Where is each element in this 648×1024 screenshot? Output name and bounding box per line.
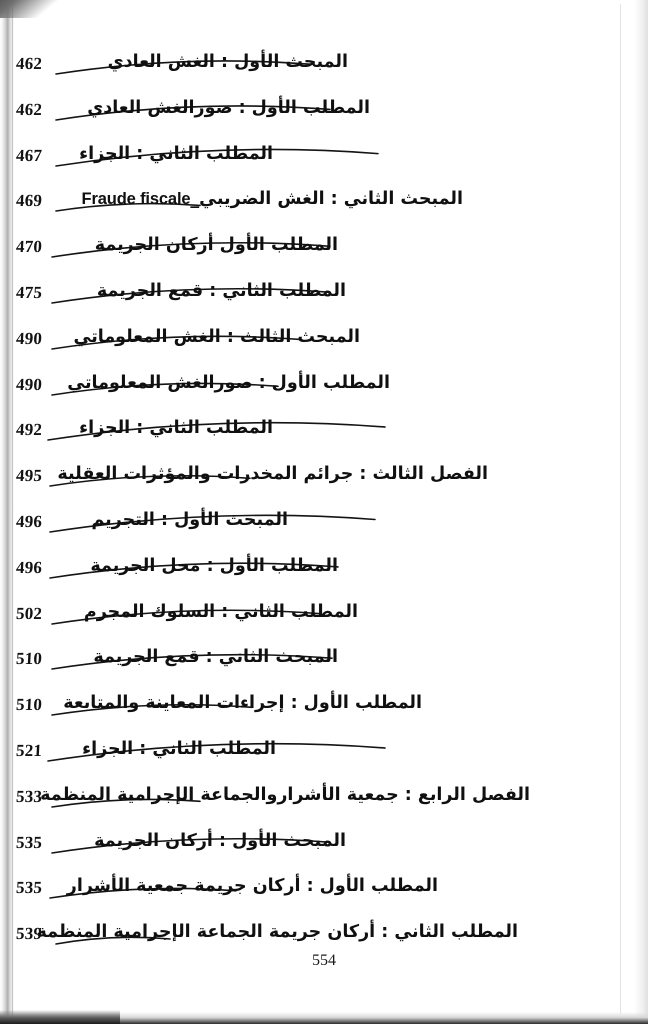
toc-entry-row[interactable] — [0, 550, 648, 596]
toc-page-number: 510 — [15, 649, 43, 669]
toc-entry-label — [93, 643, 338, 671]
toc-page-number: 462 — [15, 99, 43, 119]
toc-page-number: 475 — [15, 283, 43, 302]
toc-entry-label — [79, 414, 273, 442]
toc-entry-label — [97, 277, 346, 305]
toc-entry-label-arabic: المبحث الثاني : الغش الضريبي_ — [190, 189, 463, 210]
toc-entry-row[interactable] — [0, 229, 648, 275]
toc-entry-label — [82, 735, 276, 763]
toc-entry-label-arabic: الفصل الثالث : جرائم المخدرات والمؤثرات العقلية — [57, 464, 488, 485]
toc-entry-row[interactable] — [0, 825, 648, 871]
toc-entry-label — [57, 460, 488, 488]
toc-entry-label-arabic: المطلب الأول أركان الجريمة — [94, 235, 338, 256]
toc-entry-row[interactable] — [0, 641, 648, 687]
toc-entry-label-arabic: المطلب الثاني : الجزاء — [79, 143, 273, 164]
toc-page-number: 490 — [15, 328, 43, 348]
toc-page-number: 490 — [15, 374, 43, 394]
toc-entry-label — [63, 689, 422, 717]
toc-entry-row[interactable] — [0, 92, 648, 138]
toc-entry-row[interactable] — [0, 412, 648, 458]
toc-entry-label — [94, 827, 346, 855]
toc-page-number: 521 — [15, 741, 43, 760]
toc-entry-row[interactable] — [0, 687, 648, 733]
toc-page-number: 539 — [15, 924, 43, 944]
toc-entry-label — [87, 94, 370, 122]
toc-entry-row[interactable] — [0, 870, 648, 916]
toc-page-number: 462 — [15, 54, 43, 73]
toc-entry-label — [67, 872, 438, 900]
toc-entry-label-arabic: المبحث الأول : أركان الجريمة — [94, 830, 346, 851]
toc-entry-label — [79, 140, 273, 168]
toc-page-number: 510 — [15, 695, 43, 715]
toc-entry-row[interactable] — [0, 779, 648, 825]
toc-entry-label-arabic: الفصل الرابع : جمعية الأشراروالجماعة الإجرامية المنظمة — [40, 784, 530, 805]
toc-page-number: 470 — [15, 237, 43, 257]
toc-entry-label-arabic: المطلب الثاني : الجزاء — [79, 418, 273, 439]
toc-entry-label — [91, 506, 288, 534]
toc-page-number: 535 — [15, 832, 43, 852]
toc-entry-row[interactable] — [0, 504, 648, 550]
toc-entry-row[interactable] — [0, 46, 648, 92]
toc-entry-label-arabic: المبحث الأول : الغش العادي — [107, 52, 348, 72]
toc-entry-label — [84, 598, 358, 626]
toc-entry-label-arabic: المطلب الثاني : أركان جريمة الجماعة الإجرامية المنظمة — [36, 922, 518, 943]
toc-entry-label-arabic: المبحث الأول : التجريم — [91, 510, 288, 530]
toc-entry-label — [40, 781, 530, 809]
toc-entry-row[interactable] — [0, 275, 648, 321]
toc-entry-label-arabic: المطلب الأول : إجراءات المعاينة والمتابعة — [63, 693, 422, 714]
toc-entry-label — [36, 918, 518, 946]
toc-entry-row[interactable] — [0, 138, 648, 184]
toc-entry-row[interactable] — [0, 183, 648, 229]
toc-entry-label-arabic: المطلب الثاني : السلوك المجرم — [83, 601, 358, 622]
toc-page-number: 502 — [15, 603, 43, 623]
toc-entry-label — [67, 369, 390, 397]
toc-entry-label — [74, 323, 361, 351]
toc-entry-row[interactable] — [0, 733, 648, 779]
toc-entry-row[interactable] — [0, 321, 648, 367]
toc-entry-row[interactable] — [0, 458, 648, 504]
toc-page-number: 496 — [15, 512, 43, 531]
toc-entry-label-arabic: المبحث الثالث : الغش المعلوماتي — [73, 326, 360, 347]
toc-entry-label-arabic: المطلب الأول : محل الجريمة — [90, 555, 338, 576]
toc-entry-label-arabic: المطلب الثاني : قمع الجريمة — [96, 281, 346, 301]
toc-page-number: 469 — [15, 191, 43, 211]
toc-entry-label-arabic: المطلب الأول : أركان جريمة جمعية الأشرار — [66, 876, 438, 897]
toc-entry-row[interactable] — [0, 596, 648, 642]
toc-entry-label-arabic: المطلب الأول : صورالغش العادي — [87, 97, 370, 118]
toc-page-number: 467 — [15, 145, 43, 165]
toc-entry-row[interactable] — [0, 367, 648, 413]
toc-page-number: 535 — [15, 878, 43, 898]
page-folio-number: 554 — [312, 952, 336, 969]
toc-page-number: 495 — [15, 466, 43, 486]
toc-entry-label-arabic: المطلب الأول : صورالغش المعلوماتي — [67, 372, 390, 393]
toc-entry-label — [82, 185, 463, 213]
toc-entry-label — [95, 231, 338, 259]
toc-entry-label — [108, 48, 348, 76]
toc-entry-label-latin: Fraude fiscale — [81, 190, 191, 209]
toc-entry-label-arabic: المبحث الثاني : قمع الجريمة — [93, 647, 338, 668]
toc-entry-label-arabic: المطلب الثاني : الجزاء — [82, 739, 276, 759]
toc-entry-label — [90, 552, 338, 580]
toc-page-number: 492 — [15, 420, 43, 440]
toc-page-number: 533 — [15, 786, 43, 806]
toc-page-number: 496 — [15, 557, 43, 577]
